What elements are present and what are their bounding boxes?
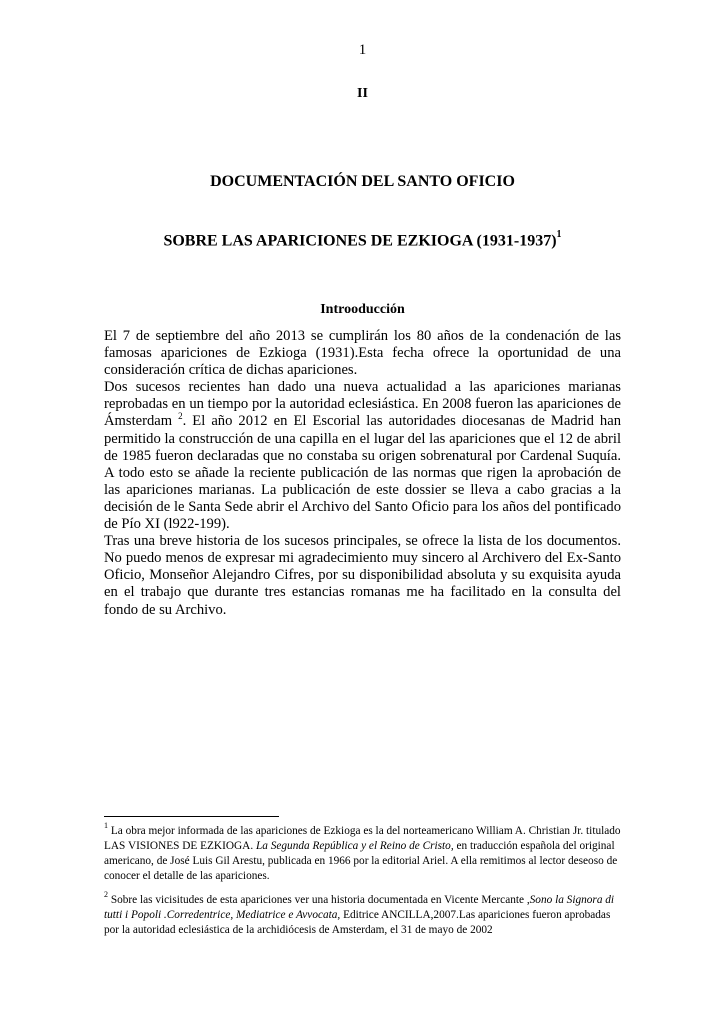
body-text: [104, 328, 621, 619]
document-title-line-1: DOCUMENTACIÓN DEL SANTO OFICIO: [210, 173, 515, 190]
footnote-2: [104, 890, 621, 938]
footnote-1-text-b: en traducción española del original americano, de José Luis Gil Arestu, publicada en 1966 por la editorial Ariel. A ella remitimos al lector deseoso de conocer el detalle de las apariciones.: [104, 840, 618, 882]
document-title-line-2: [0, 231, 725, 250]
footnote-2-marker: 2: [104, 890, 108, 900]
footnote-1-marker: 1: [104, 821, 108, 831]
footnote-2-italic: Sono la Signora di tutti i Popoli .Corredentrice, Mediatrice e Avvocata,: [104, 894, 615, 921]
footnote-ref-1[interactable]: 1: [556, 229, 562, 240]
footnote-1: [104, 821, 621, 884]
paragraph-2-part-b: . El año 2012 en El Escorial las autoridades diocesanas de Madrid han permitido la construcción de una capilla en el lugar del las apariciones que el 12 de abril de 1985 fueron declaradas que no constaba su origen sobrenatural por Cardenal Suquía. A todo esto se añade la reciente publicación de las normas que rigen la aprobación de las apariciones marianas. La publicación de este dossier se lleva a cabo gracias a la decisión de le Santa Sede abrir el Archivo del Santo Oficio para los años del pontificado de Pío XI (l922-199).: [104, 413, 621, 533]
paragraph-2-part-a: Dos sucesos recientes han dado una nueva actualidad a las apariciones marianas reprobadas en un tiempo por la autoridad eclesiástica. En 2008 fueron las apariciones de Ámsterdam: [104, 379, 621, 430]
paragraph-2: [104, 379, 621, 533]
footnote-1-text-a: La obra mejor informada de las apariciones de Ezkioga es la del norteamericano William A. Christian Jr. titulado LAS VISIONES DE EZKIOGA.: [104, 825, 621, 852]
section-roman-numeral: II: [357, 86, 368, 101]
title-line-2-text: SOBRE LAS APARICIONES DE EZKIOGA (1931-1937): [163, 232, 557, 250]
paragraph-3: Tras una breve historia de los sucesos principales, se ofrece la lista de los documentos. No puedo menos de expresar mi agradecimiento muy sincero al Archivero del Ex-Santo Oficio, Monseñor Alejandro Cifres, por su disponibilidad absoluta y su exquisita ayuda en el trabajo que durante tres estancias romanas me ha facilitado en la consulta del fondo de su Archivo.: [104, 533, 621, 618]
section-heading: Introoducción: [320, 302, 405, 317]
footnote-2-text-b: Editrice ANCILLA,2007.Las apariciones fueron aprobadas por la autoridad eclesiástica de la archidiócesis de Amsterdam, el 31 de mayo de 2002: [104, 909, 611, 936]
page-number: 1: [358, 42, 367, 58]
footnote-ref-2[interactable]: 2: [178, 410, 183, 421]
footnote-2-text-a: Sobre las vicisitudes de esta apariciones ver una historia documentada en Vicente Mercante ,: [108, 894, 530, 906]
footnote-separator: [104, 816, 279, 817]
paragraph-1: El 7 de septiembre del año 2013 se cumplirán los 80 años de la condenación de las famosas apariciones de Ezkioga (1931).Esta fecha ofrece la oportunidad de una consideración crítica de dichas apariciones.: [104, 328, 621, 379]
footnote-1-italic: La Segunda República y el Reino de Cristo,: [255, 840, 454, 852]
